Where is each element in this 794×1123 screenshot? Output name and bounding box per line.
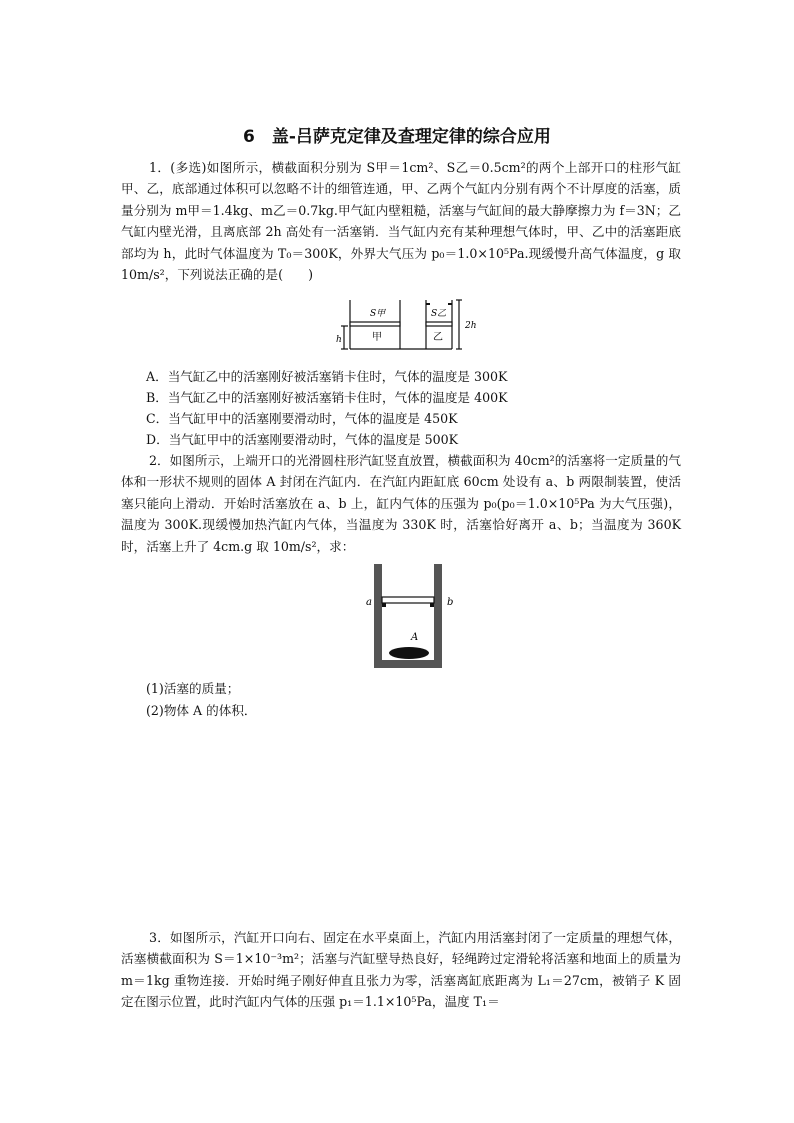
label-b: b	[447, 597, 454, 608]
q1-figure-connected-cylinders	[336, 296, 490, 356]
page-title: 6 盖-吕萨克定律及查理定律的综合应用	[243, 127, 551, 147]
label-yi: 乙	[433, 332, 443, 343]
label-2h: 2h	[465, 321, 477, 331]
label-s-yi: S乙	[431, 309, 447, 319]
q1-option-b: B．当气缸乙中的活塞刚好被活塞销卡住时，气体的温度是 400K	[146, 390, 508, 405]
q2-figure-cylinder	[362, 560, 462, 670]
label-solid-a: A	[411, 632, 419, 643]
question-3-text: 3．如图所示，汽缸开口向右、固定在水平桌面上，汽缸内用活塞封闭了一定质量的理想气体，活塞横截面积为 S＝1×10⁻³m²；活塞与汽缸壁导热良好，轻绳跨过定滑轮将活塞和地面上的质量为 m＝1kg 重物连接．开始时绳子刚好伸直且张力为零，活塞离缸底距离为 L₁＝27cm，被销子 K 固定在图示位置，此时汽缸内气体的压强 p₁＝1.1×10⁵Pa，温度 T₁＝	[121, 930, 681, 1010]
q2-sub-1: (1)活塞的质量；	[146, 681, 240, 696]
q1-option-d: D．当气缸甲中的活塞刚要滑动时，气体的温度是 500K	[146, 432, 459, 447]
question-2-text: 2．如图所示，上端开口的光滑圆柱形汽缸竖直放置，横截面积为 40cm²的活塞将一定质量的气体和一形状不规则的固体 A 封闭在汽缸内．在汽缸内距缸底 60cm 处设有 a、b 两限制装置，使活塞只能向上滑动．开始时活塞放在 a、b 上，缸内气体的压强为 p₀(p₀＝1.0×10⁵Pa 为大气压强)，温度为 300K.现缓慢加热汽缸内气体，当温度为 330K 时，活塞恰好离开 a、b；当温度为 360K 时，活塞上升了 4cm.g 取 10m/s²，求：	[121, 453, 681, 554]
label-a: a	[366, 597, 372, 608]
label-jia: 甲	[372, 332, 382, 343]
label-h: h	[336, 335, 342, 345]
q1-option-a: A．当气缸乙中的活塞刚好被活塞销卡住时，气体的温度是 300K	[146, 369, 508, 384]
q1-option-c: C．当气缸甲中的活塞刚要滑动时，气体的温度是 450K	[146, 411, 458, 426]
question-1-text: 1．(多选)如图所示，横截面积分别为 S甲＝1cm²、S乙＝0.5cm²的两个上部开口的柱形气缸甲、乙，底部通过体积可以忽略不计的细管连通，甲、乙两个气缸内分别有两个不计厚度的活塞，质量分别为 m甲＝1.4kg、m乙＝0.7kg.甲气缸内壁粗糙，活塞与气缸间的最大静摩擦力为 f＝3N；乙气缸内壁光滑，且离底部 2h 高处有一活塞销．当气缸内充有某种理想气体时，甲、乙中的活塞距底部均为 h，此时气体温度为 T₀＝300K，外界大气压为 p₀＝1.0×10⁵Pa.现缓慢升高气体温度，g 取 10m/s²，下列说法正确的是( )	[121, 160, 681, 283]
label-s-jia: S甲	[370, 309, 386, 319]
q2-sub-2: (2)物体 A 的体积．	[146, 703, 257, 718]
